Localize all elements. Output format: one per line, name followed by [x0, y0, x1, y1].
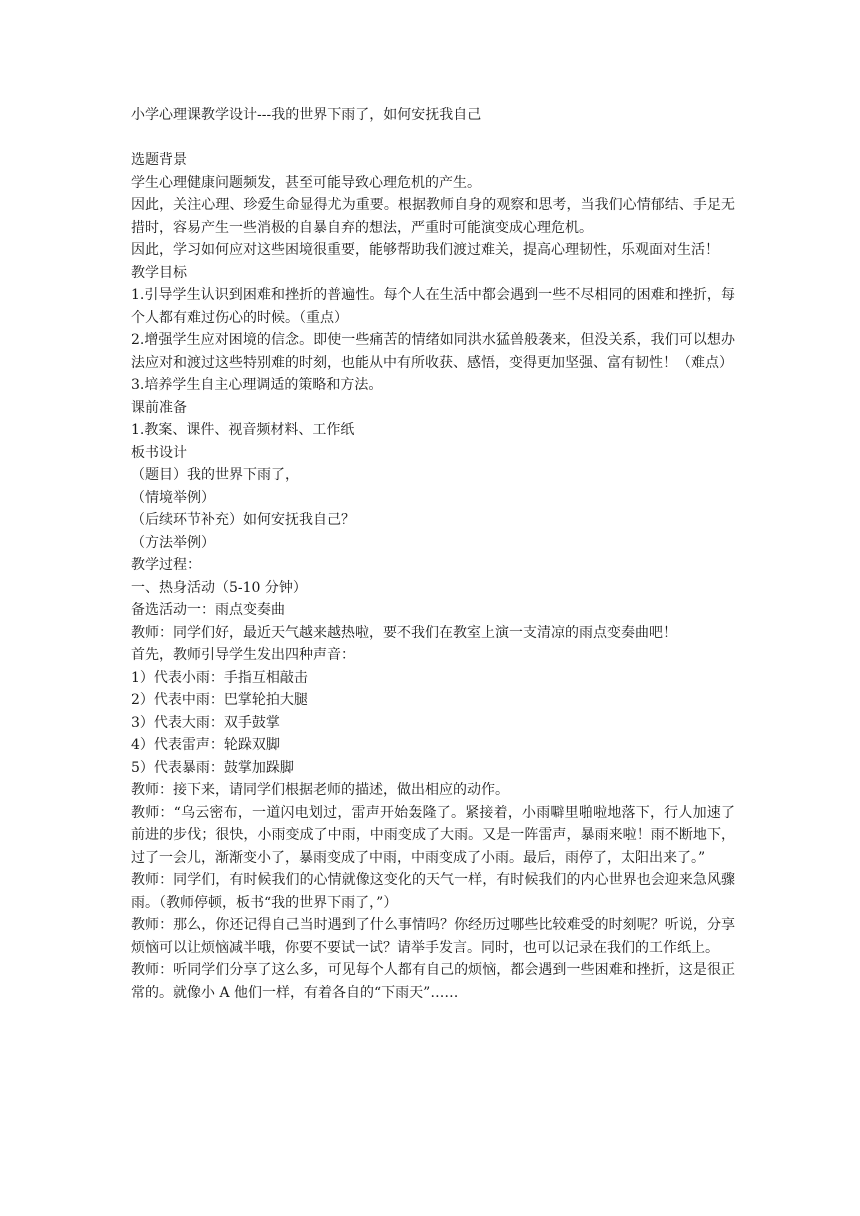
process-line: 教师：接下来，请同学们根据老师的描述，做出相应的动作。: [131, 782, 509, 798]
prep-heading: 课前准备: [131, 399, 187, 416]
process-line: 教师：同学们好，最近天气越来越热啦，要不我们在教室上演一支清凉的雨点变奏曲吧！: [131, 624, 677, 641]
board-item: （后续环节补充）如何安抚我自己？: [131, 512, 355, 528]
process-line: 4）代表雷声：轮跺双脚: [131, 737, 280, 753]
process-paragraph: 教师：同学们，有时候我们的心情就像这变化的天气一样，有时候我们的内心世界也会迎来急风骤雨。（教师停顿，板书“我的世界下雨了，”）: [131, 872, 735, 911]
process-paragraph: 教师：听同学们分享了这么多，可见每个人都有自己的烦恼，都会遇到一些困难和挫折，这是很正常的。就像小 A 他们一样，有着各自的“下雨天”……: [131, 962, 735, 1001]
background-paragraph: 因此，关注心理、珍爱生命显得尤为重要。根据教师自身的观察和思考，当我们心情郁结、手足无措时，容易产生一些消极的自暴自弃的想法，严重时可能演变成心理危机。: [131, 197, 735, 236]
board-heading: 板书设计: [131, 444, 187, 461]
goal-item: 1.引导学生认识到困难和挫折的普遍性。每个人在生活中都会遇到一些不尽相同的困难和挫折，每个人都有难过伤心的时候。（重点）: [131, 287, 735, 326]
process-line: 首先，教师引导学生发出四种声音：: [131, 647, 355, 663]
process-line: 2）代表中雨：巴掌轮拍大腿: [131, 692, 308, 708]
process-line: 1）代表小雨：手指互相敲击: [131, 669, 308, 686]
warmup-heading: 一、热身活动（5-10 分钟）: [131, 579, 307, 596]
document-body: [131, 104, 735, 1004]
activity-heading: 备选活动一：雨点变奏曲: [131, 602, 285, 618]
board-item: （情境举例）: [131, 489, 215, 506]
goal-item: 2.增强学生应对困境的信念。即使一些痛苦的情绪如同洪水猛兽般袭来，但没关系，我们可以想办法应对和渡过这些特别难的时刻，也能从中有所收获、感悟，变得更加坚强、富有韧性！（难点）: [131, 332, 735, 371]
background-paragraph: 因此，学习如何应对这些困境很重要，能够帮助我们渡过难关，提高心理韧性，乐观面对生活！: [131, 242, 719, 258]
background-heading: 选题背景: [131, 152, 187, 168]
process-paragraph: 教师：“乌云密布，一道闪电划过，雷声开始轰隆了。紧接着，小雨噼里啪啦地落下，行人加速了前进的步伐；很快，小雨变成了中雨，中雨变成了大雨。又是一阵雷声，暴雨来啦！雨不断地下，过了一会儿，渐渐变小了，暴雨变成了中雨，中雨变成了小雨。最后，雨停了，太阳出来了。”: [131, 804, 735, 866]
background-paragraph: 学生心理健康问题频发，甚至可能导致心理危机的产生。: [131, 174, 481, 191]
board-item: （方法举例）: [131, 534, 215, 551]
prep-item: 1.教案、课件、视音频材料、工作纸: [131, 422, 355, 438]
process-line: 5）代表暴雨：鼓掌加跺脚: [131, 759, 294, 776]
document-title: 小学心理课教学设计---我的世界下雨了，如何安抚我自己: [131, 107, 482, 123]
process-paragraph: 教师：那么，你还记得自己当时遇到了什么事情吗？你经历过哪些比较难受的时刻呢？听说，分享烦恼可以让烦恼减半哦，你要不要试一试？请举手发言。同时，也可以记录在我们的工作纸上。: [131, 917, 735, 956]
process-line: 3）代表大雨：双手鼓掌: [131, 714, 280, 731]
board-item: （题目）我的世界下雨了，: [131, 467, 299, 483]
process-heading: 教学过程：: [131, 557, 201, 573]
goals-heading: 教学目标: [131, 264, 187, 281]
goal-item: 3.培养学生自主心理调适的策略和方法。: [131, 377, 383, 393]
